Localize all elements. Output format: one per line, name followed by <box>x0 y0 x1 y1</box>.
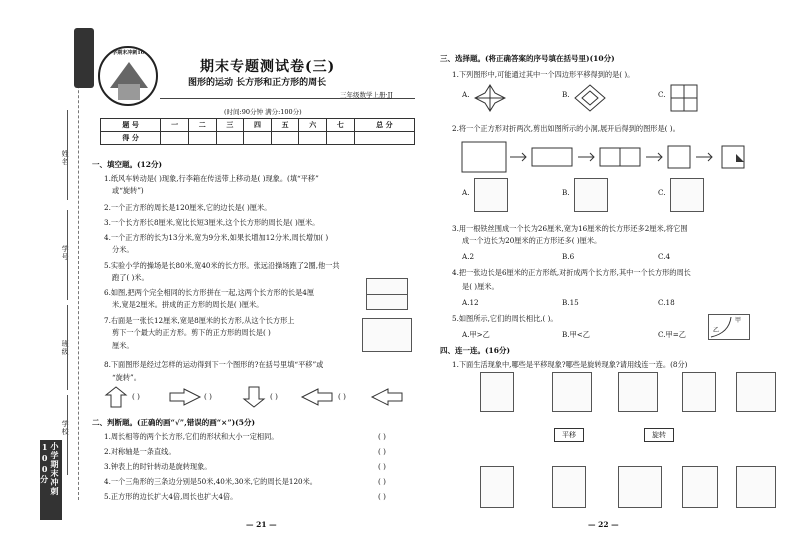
arrow-left-icon <box>302 389 332 405</box>
grade-label: 三年级数学上册·JJ <box>340 91 393 99</box>
arrow-left-icon <box>372 389 402 405</box>
score-cell[interactable] <box>188 132 216 145</box>
scene-boat-picture <box>736 372 776 412</box>
s3-q4-opt-b[interactable]: B.15 <box>562 298 579 307</box>
q2-option-c-figure <box>670 178 704 212</box>
s3-q2-opt-b[interactable]: B. <box>562 188 570 197</box>
s2-title: 二、判断题。(正确的画“√”,错误的画“×”)(5分) <box>92 418 255 427</box>
q1-star-figure <box>474 84 506 112</box>
s1-line-13: 8.下面图形是经过怎样的运动得到下一个图形的?在括号里填“平移”或 <box>104 360 324 369</box>
s1-line-6: 5.实验小学的操场是长80米,宽40米的长方形。张远沿操场跑了2圈,他一共 <box>104 261 340 270</box>
page-subtitle: 图形的运动 长方形和正方形的周长 <box>188 78 327 88</box>
school-blank-line <box>67 395 68 475</box>
s3-q2-opt-c[interactable]: C. <box>658 188 666 197</box>
s1-line-2: 2.一个正方形的周长是120厘米,它的边长是( )厘米。 <box>104 203 272 212</box>
s1-line-4: 4.一个正方形的长为13分米,宽为9分米,如果长增加12分米,周长增加( ) <box>104 233 329 242</box>
s3-q2-opt-a[interactable]: A. <box>462 188 470 197</box>
match-translation-box[interactable]: 平移 <box>554 428 584 442</box>
s3-q1-opt-c[interactable]: C. <box>658 90 666 99</box>
bottom-logo: 小学期末冲刺100分 <box>40 440 62 520</box>
arrow-blank-3[interactable]: ( ) <box>270 392 278 401</box>
q5-label-jia: 甲 <box>735 317 742 324</box>
score-head-5: 五 <box>271 119 299 132</box>
logo-arc-text: 小学期末冲刺100分 <box>107 50 153 56</box>
score-cell[interactable] <box>327 132 355 145</box>
name-blank-line <box>67 110 68 200</box>
scene-fan-picture <box>480 372 514 412</box>
match-rotation-box[interactable]: 旋转 <box>644 428 674 442</box>
s3-q1-opt-a[interactable]: A. <box>462 90 470 99</box>
s1-line-5: 分米。 <box>112 245 134 254</box>
s1-line-3: 3.一个长方形长8厘米,宽比长短3厘米,这个长方形的周长是( )厘米。 <box>104 218 320 227</box>
s1-line-8: 6.如图,把两个完全相同的长方形拼在一起,这两个长方形的长是4厘 <box>104 288 315 297</box>
score-head-8: 总 分 <box>354 119 414 132</box>
margin-class-label: 班级 <box>61 340 70 356</box>
score-head-7: 七 <box>327 119 355 132</box>
s1-title: 一、填空题。(12分) <box>92 160 163 169</box>
arrow-blank-2[interactable]: ( ) <box>204 392 212 401</box>
s3-q5-opt-b[interactable]: B.甲<乙 <box>562 330 590 339</box>
s3-q3-opt-b[interactable]: B.6 <box>562 252 575 261</box>
q6-rect-figure <box>366 278 408 310</box>
scene-elevator-picture <box>552 466 586 508</box>
binding-line <box>78 40 79 500</box>
left-binding-margin <box>0 0 95 560</box>
page-title: 期末专题测试卷(三) <box>200 59 336 75</box>
score-head-1: 一 <box>161 119 189 132</box>
margin-school-id-label: 学号 <box>61 245 70 261</box>
s1-line-12: 厘米。 <box>112 341 134 350</box>
page-number-left: — 21 — <box>246 520 277 529</box>
score-cell[interactable] <box>216 132 244 145</box>
scene-wheel-picture <box>736 466 776 508</box>
score-cell[interactable] <box>161 132 189 145</box>
s3-title: 三、选择题。(将正确答案的序号填在括号里)(10分) <box>440 54 615 63</box>
s3-q4-line1: 4.把一张边长是6厘米的正方形纸,对折成两个长方形,其中一个长方形的周长 <box>452 268 691 277</box>
s3-q1: 1.下列图形中,可能通过其中一个四边形平移得到的是( )。 <box>452 70 635 79</box>
s1-line-11: 剪下一个最大的正方形。剪下的正方形的周长是( ) <box>112 328 271 337</box>
score-cell[interactable] <box>244 132 272 145</box>
arrow-up-icon <box>106 387 126 407</box>
s3-q3-opt-a[interactable]: A.2 <box>462 252 475 261</box>
margin-name-label: 姓名 <box>61 150 70 166</box>
class-blank-line <box>67 305 68 390</box>
s3-q5: 5.如图所示,它们的周长相比,( )。 <box>452 314 558 323</box>
score-head-3: 三 <box>216 119 244 132</box>
margin-logo <box>74 28 94 88</box>
s3-q5-opt-c[interactable]: C.甲=乙 <box>658 330 686 339</box>
s3-q3-opt-c[interactable]: C.4 <box>658 252 671 261</box>
s2-paren-2[interactable]: ( ) <box>378 447 386 456</box>
id-blank-line <box>67 210 68 300</box>
time-label: (时间:90分钟 满分:100分) <box>224 108 302 116</box>
scene-cable-car-picture <box>682 466 718 508</box>
s4-title: 四、连一连。(16分) <box>440 346 511 355</box>
fold-steps-figure <box>460 140 760 174</box>
q1-diamond-figure <box>574 84 606 112</box>
s2-item-1: 1.周长相等的两个长方形,它们的形状和大小一定相同。 <box>104 432 279 441</box>
score-head-6: 六 <box>299 119 327 132</box>
score-head-2: 二 <box>188 119 216 132</box>
house-logo <box>98 46 158 106</box>
s2-paren-3[interactable]: ( ) <box>378 462 386 471</box>
scene-globe-picture <box>682 372 716 412</box>
s1-line-0: 1.纸风车转动是( )现象,行李箱在传送带上移动是( )现象。(填“平移” <box>104 174 319 183</box>
s3-q4-line2: 是( )厘米。 <box>462 282 499 291</box>
s2-paren-4[interactable]: ( ) <box>378 477 386 486</box>
score-head-4: 四 <box>244 119 272 132</box>
arrow-blank-4[interactable]: ( ) <box>338 392 346 401</box>
score-head-0: 题 号 <box>101 119 161 132</box>
q2-option-a-figure <box>474 178 508 212</box>
s1-line-14: “旋转”。 <box>112 373 141 382</box>
score-table <box>100 118 415 145</box>
s3-q1-opt-b[interactable]: B. <box>562 90 570 99</box>
arrow-sequence-figure <box>104 385 414 409</box>
page-number-right: — 22 — <box>588 520 619 529</box>
s2-paren-1[interactable]: ( ) <box>378 432 386 441</box>
score-cell[interactable] <box>354 132 414 145</box>
s1-line-9: 米,宽是2厘米。拼成的正方形的周长是( )厘米。 <box>112 300 264 309</box>
s4-q1: 1.下面生活现象中,哪些是平移现象?哪些是旋转现象?请用线连一连。(8分) <box>452 360 688 369</box>
s3-q3-line1: 3.用一根铁丝围成一个长为26厘米,宽为16厘米的长方形还多2厘米,将它围 <box>452 224 688 233</box>
arrow-down-icon <box>244 387 264 407</box>
arrow-blank-1[interactable]: ( ) <box>132 392 140 401</box>
q7-rect-figure <box>362 318 412 352</box>
s3-q4-opt-a[interactable]: A.12 <box>462 298 479 307</box>
s2-item-3: 3.钟表上的时针转动是旋转现象。 <box>104 462 212 471</box>
s3-q2: 2.将一个正方形对折两次,剪出如图所示的小洞,展开后得到的图形是( )。 <box>452 124 680 133</box>
q5-label-yi: 乙 <box>713 327 720 334</box>
q1-grid-figure <box>670 84 698 112</box>
s1-line-7: 跑了( )米。 <box>112 273 149 282</box>
arrow-right-icon <box>170 389 200 405</box>
s2-paren-5[interactable]: ( ) <box>378 492 386 501</box>
s3-q3-line2: 成一个边长为20厘米的正方形还多( )厘米。 <box>462 236 602 245</box>
s3-q5-opt-a[interactable]: A.甲>乙 <box>462 330 490 339</box>
score-cell[interactable] <box>299 132 327 145</box>
scene-rowers-picture <box>618 372 658 412</box>
s3-q4-opt-c[interactable]: C.18 <box>658 298 675 307</box>
scene-train-picture <box>618 466 662 508</box>
q2-option-b-figure <box>574 178 608 212</box>
scene-escalator-picture <box>552 372 592 412</box>
s2-item-4: 4.一个三角形的三条边分别是50米,40米,30米,它的周长是120米。 <box>104 477 317 486</box>
s1-line-10: 7.右面是一张长12厘米,宽是8厘米的长方形,从这个长方形上 <box>104 316 295 325</box>
score-row-label: 得 分 <box>101 132 161 145</box>
s1-line-1: 或“旋转”) <box>112 186 144 195</box>
scene-clock-picture <box>480 466 514 508</box>
score-cell[interactable] <box>271 132 299 145</box>
s2-item-2: 2.对称轴是一条直线。 <box>104 447 176 456</box>
margin-school-label: 学校 <box>61 420 70 436</box>
q5-compare-figure <box>708 314 750 340</box>
s2-item-5: 5.正方形的边长扩大4倍,周长也扩大4倍。 <box>104 492 238 501</box>
